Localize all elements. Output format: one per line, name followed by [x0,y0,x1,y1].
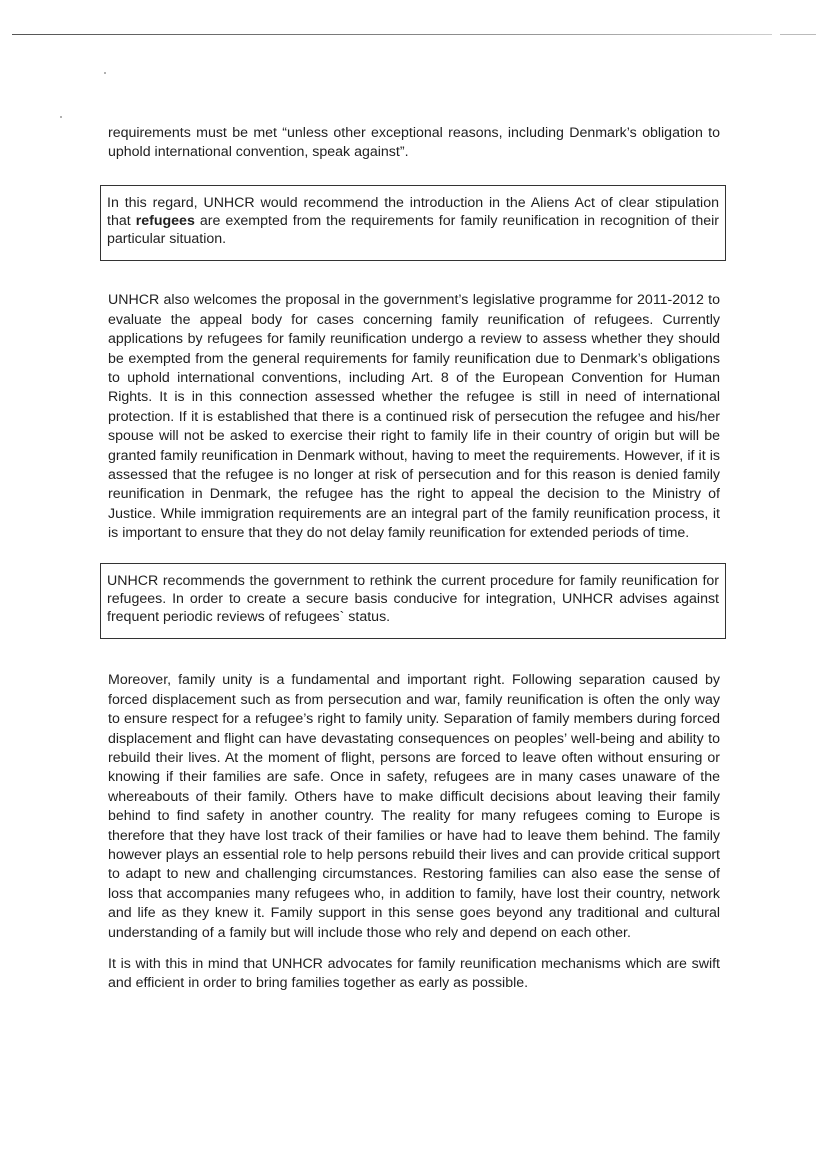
recommendation-procedure-text: UNHCR recommends the government to rethink the current procedure for family reunification for refugees. In order to create a secure basis conducive for integration, UNHCR advises against frequent periodic reviews of refugees` status. [107,572,719,626]
intro-paragraph: requirements must be met “unless other exceptional reasons, including Denmark’s obligation to uphold international convention, speak against”. [108,125,720,161]
scan-top-line [12,34,772,35]
family-unity-paragraph: Moreover, family unity is a fundamental and important right. Following separation caused by forced displacement such as from persecution and war, family reunification is often the only way to ensure respect for a refugee’s right to family unity. Separation of family members during forced displacement and flight can have devastating consequences on peoples’ well-being and ability to rebuild their lives. At the moment of flight, persons are forced to leave often without ensuring or knowing if their families are safe. Once in safety, refugees are in many cases unaware of the whereabouts of their family. Others have to make difficult decisions about leaving their family behind to find safety in another country. The reality for many refugees coming to Europe is therefore that they have lost track of their families or have had to leave them behind. The family however plays an essential role to help persons rebuild their lives and can provide critical support to adapt to new and challenging circumstances. Restoring families can also ease the sense of loss that accompanies many refugees who, in addition to family, have lost their country, network and life as they knew it. Family support in this sense goes beyond any traditional and cultural understanding of a family but will include those who rely and depend on each other. [108,672,720,941]
scan-speck [104,72,106,74]
conclusion-paragraph: It is with this in mind that UNHCR advocates for family reunification mechanisms which are swift and efficient in order to bring families together as early as possible. [108,956,720,992]
recommendation-text-start: In this regard, UNHCR would recommend the introduction in the Aliens Act of clear stipulation that [107,194,719,230]
scan-top-line-faint [780,34,816,35]
recommendation-box-procedure [100,563,726,640]
document-page [108,124,720,994]
recommendation-text [107,194,719,249]
recommendation-bold-term: refugees [135,213,195,230]
scan-speck [60,116,62,118]
recommendation-box-exemption [100,185,726,262]
recommendation-text-end: are exempted from the requirements for family reunification in recognition of their particular situation. [107,213,719,248]
appeal-body-paragraph: UNHCR also welcomes the proposal in the government’s legislative programme for 2011-2012 to evaluate the appeal body for cases concerning family reunification of refugees. Currently applications by refugees for family reunification undergo a review to assess whether they should be exempted from the general requirements for family reunification due to Denmark’s obligations to uphold international conventions, including Art. 8 of the European Convention for Human Rights. It is in this connection assessed whether the refugee is still in need of international protection. If it is established that there is a continued risk of persecution the refugee and his/her spouse will not be asked to exercise their right to family life in their country of origin but will be granted family reunification in Denmark without, having to meet the requirements. However, if it is assessed that the refugee is no longer at risk of persecution and for this reason is denied family reunification in Denmark, the refugee has the right to appeal the decision to the Ministry of Justice. While immigration requirements are an integral part of the family reunification process, it is important to ensure that they do not delay family reunification for extended periods of time. [108,292,720,542]
